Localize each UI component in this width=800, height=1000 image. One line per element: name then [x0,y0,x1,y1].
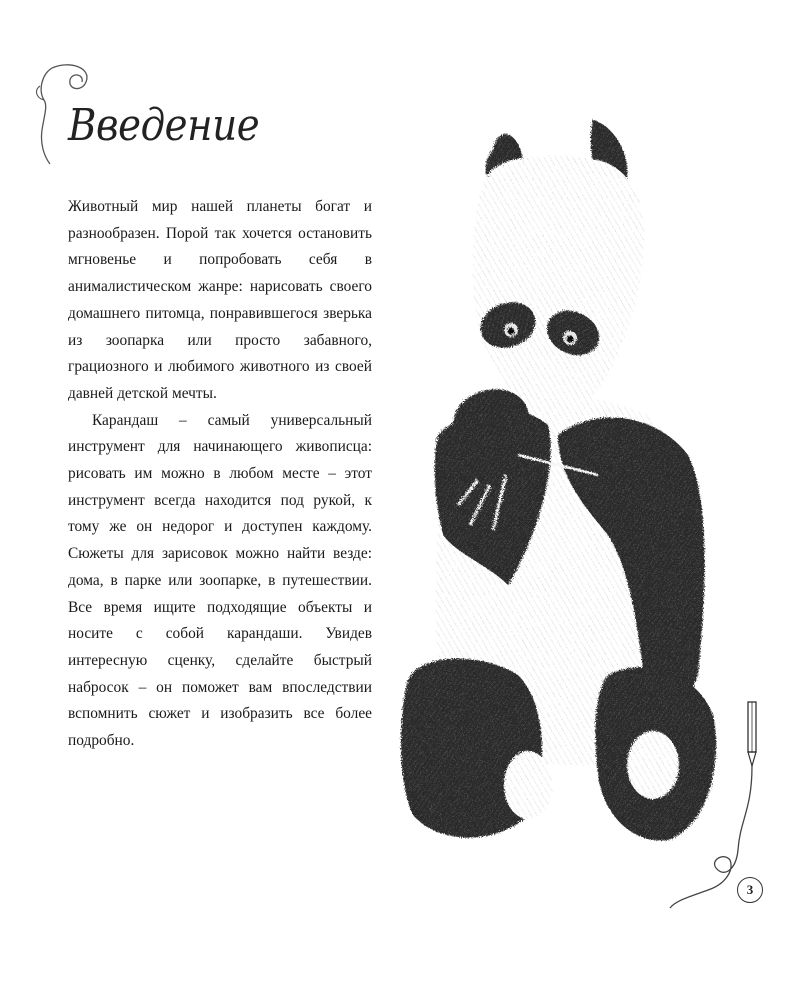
paragraph-1: Животный мир нашей планеты богат и разнообразен. Порой так хочется остановить мгновенье и попробовать себя в анималистическом жанре: нарисовать своего домашнего питомца, понравившегося зверька из зоопарка или просто забавного, грациозного и любимого животного из своей давней детской мечты. [68,198,372,402]
page-title: Введение [68,100,260,151]
page-number: 3 [737,877,763,903]
intro-text [68,194,372,755]
paragraph-2: Карандаш – самый универсальный инструмент для начинающего живописца: рисовать им можно в любом месте – этот инструмент всегда находится под рукой, к тому же он недорог и доступен каждому. Сюжеты для зарисовок можно найти везде: дома, в парке или зоопарке, в путешествии. Все время ищите подходящие объекты и носите с собой карандаши. Увидев интересную сценку, сделайте быстрый набросок – он поможет вам впоследствии вспомнить сюжет и изобразить все более подробно. [68,411,372,750]
pencil-icon [668,700,778,915]
